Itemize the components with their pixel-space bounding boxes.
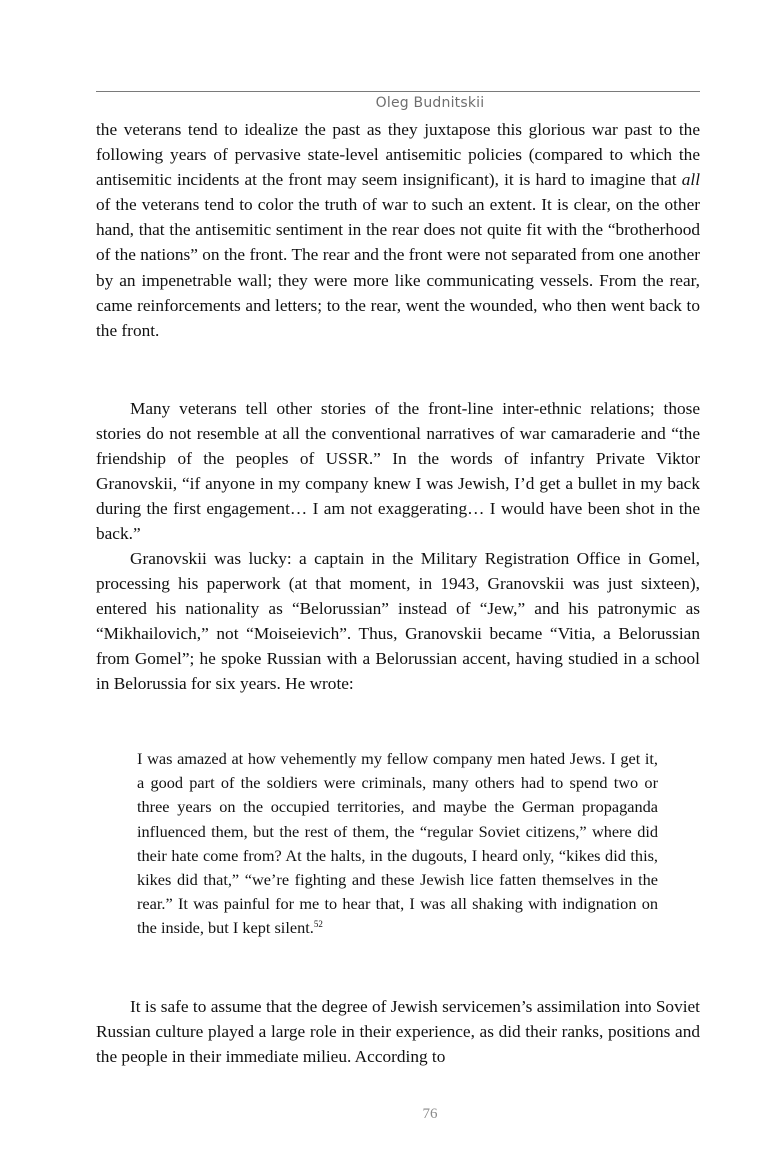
footnote-ref-52[interactable]: 52 [313, 919, 323, 930]
running-head-author: Oleg Budnitskii [375, 95, 485, 111]
paragraph-4: It is safe to assume that the degree of Jewish servicemen’s assimilation into Soviet Russian culture played a large role in their experience, as did their ranks, positions and the people in their immediate milieu. According to [96, 997, 700, 1067]
block-quote-text: I was amazed at how vehemently my fellow company men hated Jews. I get it, a good part of the soldiers were criminals, many others had to spend two or three years on the occupied territories, and maybe the German propaganda influenced them, but the rest of them, the “regular Soviet citizens,” where did their hate come from? At the halts, in the dugouts, I heard only, “kikes did this, kikes did that,” “we’re fighting and these Jewish lice fatten themselves in the rear.” It was painful for me to hear that, I was all shaking with indignation on the inside, but I kept silent. [137, 749, 658, 938]
paragraph-1-text-b: of the veterans tend to color the truth of war to such an extent. It is clear, on the other hand, that the antisemitic sentiment in the rear does not quite fit with the “brotherhood of the nations” on the front. The rear and the front were not separated from one another by an impenetrable wall; they were more like communicating vessels. From the rear, came reinforcements and letters; to the rear, went the wounded, who then went back to the front. [96, 195, 700, 340]
paragraph-1 [96, 117, 700, 343]
page-number: 76 [422, 1106, 438, 1122]
block-quote [137, 747, 658, 941]
paragraph-2: Many veterans tell other stories of the front-line inter-ethnic relations; those stories do not resemble at all the conventional narratives of war camaraderie and “the friendship of the peoples of USSR.” In the words of infantry Private Viktor Granovskii, “if anyone in my company knew I was Jewish, I’d get a bullet in my back during the first engagement… I am not exaggerating… I would have been shot in the back.” [96, 399, 700, 544]
header-rule [96, 91, 700, 92]
paragraph-1-text-a: the veterans tend to idealize the past as they juxtapose this glorious war past to the following years of pervasive state-level antisemitic policies (compared to which the antisemitic incidents at the front may seem insignificant), it is hard to imagine that [96, 120, 700, 190]
paragraph-3: Granovskii was lucky: a captain in the Military Registration Office in Gomel, processing his paperwork (at that moment, in 1943, Granovskii was just sixteen), entered his nationality as “Belorussian” instead of “Jew,” and his patronymic as “Mikhailovich,” not “Moiseievich”. Thus, Granovskii became “Vitia, a Belorussian from Gomel”; he spoke Russian with a Belorussian accent, having studied in a school in Belorussia for six years. He wrote: [96, 549, 700, 694]
emphasis-all: all [681, 170, 700, 190]
